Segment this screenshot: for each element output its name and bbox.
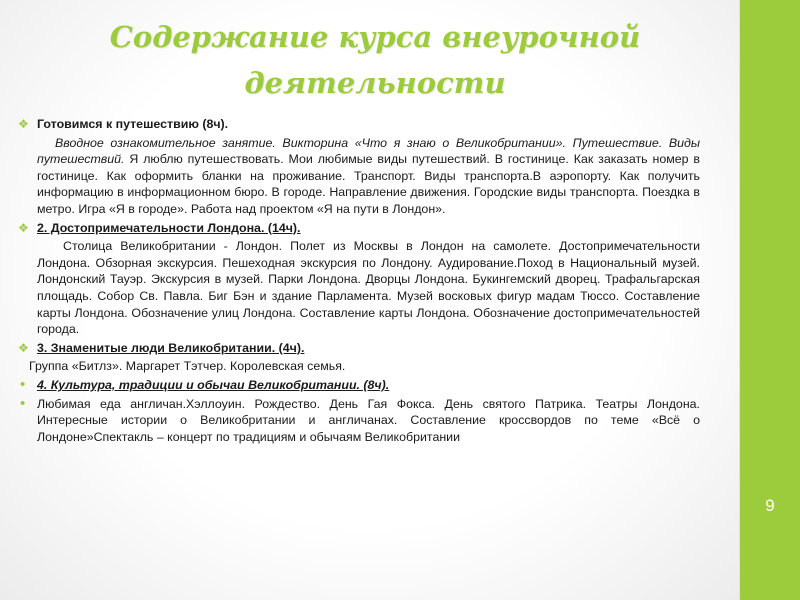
section-2-text: Столица Великобритании - Лондон. Полет из Москвы в Лондон на самолете. Достопримечательности Лондона. Обзорная экскурсия. Пешеходная экскурсия по Лондону. Аудирование.Поход в Национальный музей. Лондонский Тауэр. Экскурсия в музей. Парки Лондона. Дворцы Лондона. Букингемский дворец. Трафальгарская площадь. Собор Св. Павла. Биг Бэн и здание Парламента. Музей восковых фигур мадам Тюссо. Составление карты Лондона. Обозначение улиц Лондона. Составление карты Лондона. Обозначение достопримечательностей города. — [37, 239, 700, 337]
diamond-bullet-icon: ❖ — [18, 220, 29, 235]
slide-title — [70, 14, 680, 106]
section-2-body — [18, 238, 700, 338]
section-3-text: Группа «Битлз». Маргарет Тэтчер. Королевская семья. — [29, 359, 346, 374]
section-1-plain-text: Я люблю путешествовать. Мои любимые виды путешествий. В гостинице. Как заказать номер в гостинице. Как оформить бланки на проживание. Транспорт. Виды транспорта.В аэропорту. Как получить информацию в информационном бюро. В городе. Направление движения. Городские виды транспорта. Поездка в метро. Игра «Я в городе». Работа над проектом «Я на пути в Лондон». — [37, 152, 700, 216]
section-1-heading: Готовимся к путешествию (8ч). — [37, 117, 229, 131]
accent-side-bar — [740, 0, 800, 600]
section-3 — [18, 340, 700, 357]
slide-content — [18, 116, 700, 447]
section-3-body — [18, 358, 700, 375]
section-2 — [18, 220, 700, 237]
section-4-body — [18, 396, 700, 446]
section-1-body — [18, 135, 700, 218]
slide-title-line-1: Содержание курса внеурочной — [109, 20, 641, 54]
section-1-text — [37, 135, 700, 218]
section-4 — [18, 377, 700, 394]
section-4-heading: 4. Культура, традиции и обычаи Великобритании. (8ч). — [37, 377, 390, 392]
dot-bullet-icon: • — [20, 394, 26, 412]
section-3-heading: 3. Знаменитые люди Великобритании. (4ч). — [37, 340, 305, 355]
slide-number: 9 — [765, 496, 775, 515]
diamond-bullet-icon: ❖ — [18, 340, 29, 355]
diamond-bullet-icon: ❖ — [18, 117, 29, 131]
slide-title-line-2: деятельности — [244, 66, 506, 100]
dot-bullet-icon: • — [20, 375, 26, 393]
section-1-italic-text: Вводное ознакомительное занятие. Викторина «Что я знаю о Великобритании». Путешествие. Виды путешествий. — [37, 135, 700, 167]
section-4-text: Любимая еда англичан.Хэллоуин. Рождество. День Гая Фокса. День святого Патрика. Театры Лондона. Интересные истории о Великобритании и англичанах. Составление кроссвордов по теме «Всё о Лондоне»Спектакль – концерт по традициям и обычаям Великобритании — [37, 396, 700, 444]
section-1 — [18, 116, 700, 133]
section-2-heading: 2. Достопримечательности Лондона. (14ч). — [37, 220, 301, 235]
